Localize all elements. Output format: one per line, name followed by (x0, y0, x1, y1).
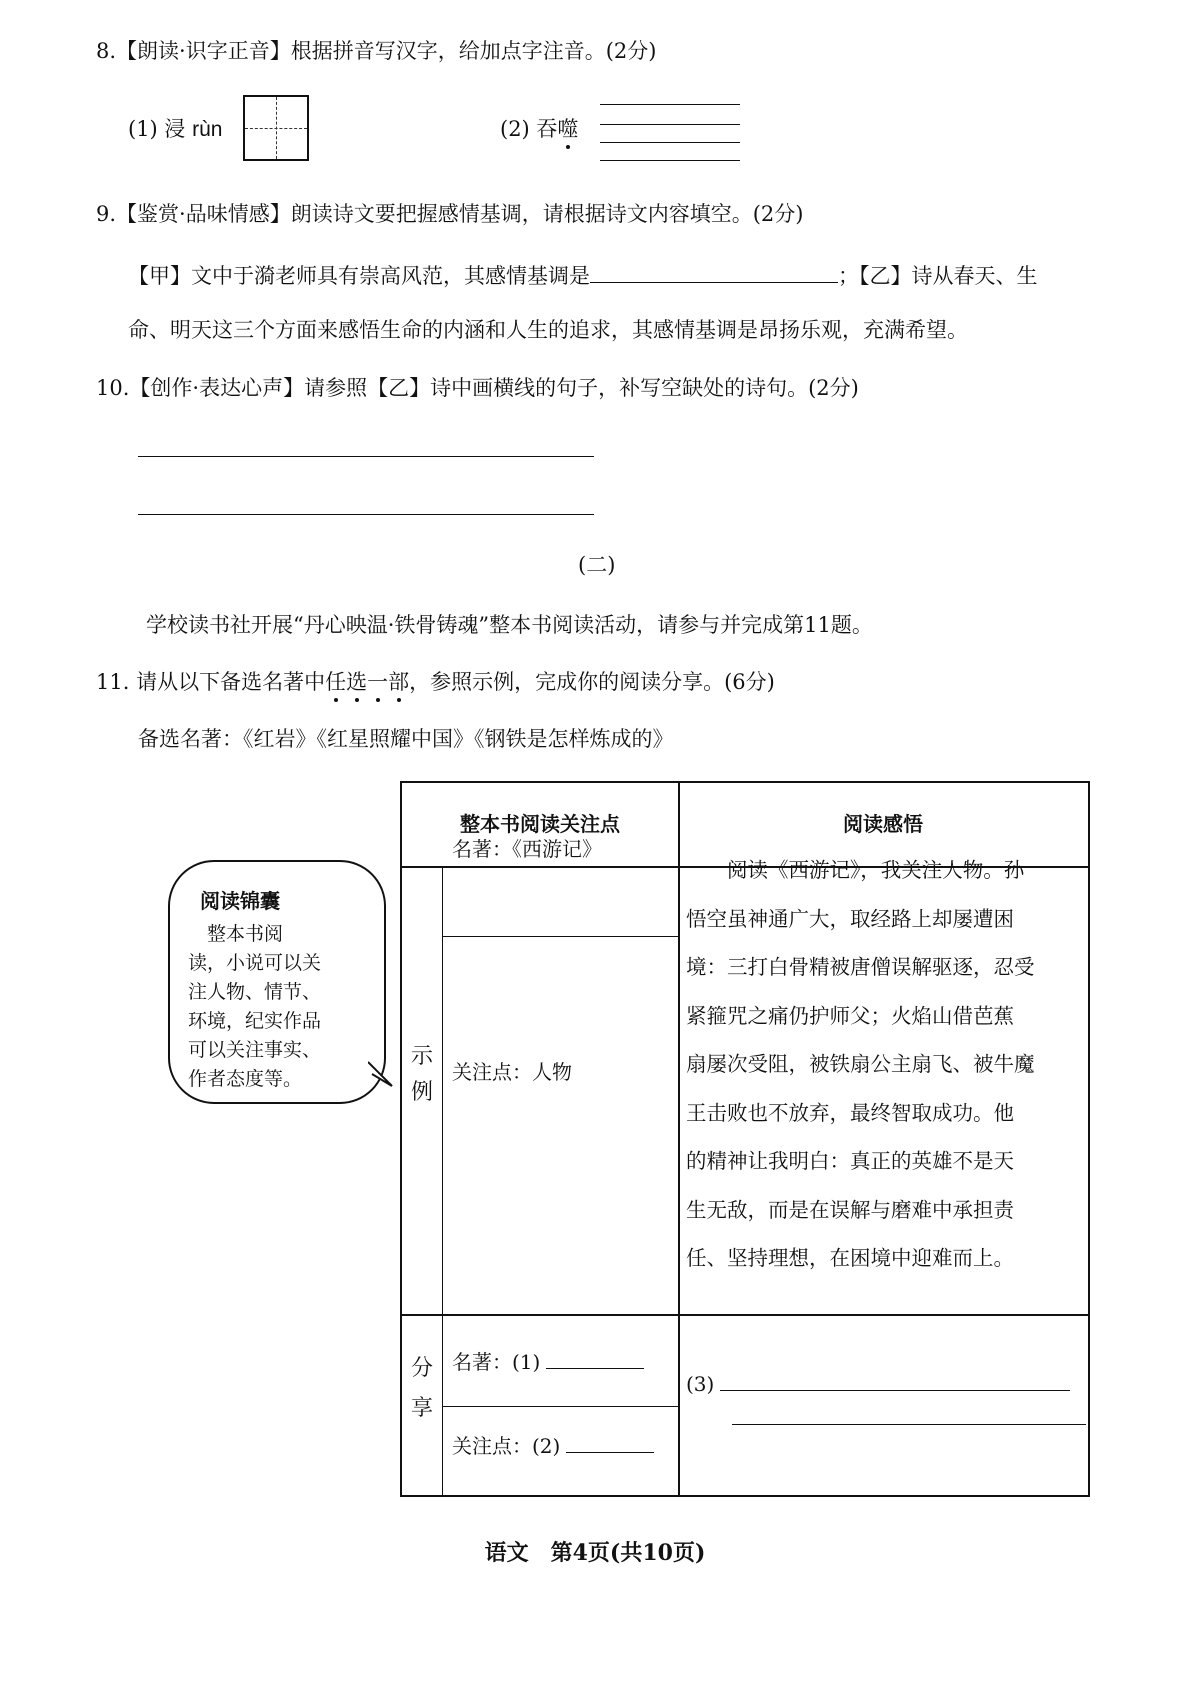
q10-title: 10.【创作·表达心声】请参照【乙】诗中画横线的句子，补写空缺处的诗句。(2分) (96, 376, 859, 400)
reading-share-table (400, 781, 1090, 1497)
q11-title-a: 11. 请从以下备选名著中 (96, 670, 326, 694)
example-label (402, 1039, 442, 1111)
q8-pinyin-line-4[interactable] (600, 160, 740, 161)
share-label (402, 1349, 442, 1429)
share-focus-label: 关注点：(2) (452, 1434, 561, 1458)
example-label-char: 例 (410, 1080, 433, 1105)
example-insight-line: 阅读《西游记》，我关注人物。孙 (686, 858, 1025, 882)
header-focus-points: 整本书阅读关注点 (460, 812, 620, 836)
bubble-line: 环境，纪实作品 (188, 1010, 322, 1032)
q11-title-b: ，参照示例，完成你的阅读分享。(6分) (409, 670, 775, 694)
bubble-title: 阅读锦囊 (200, 889, 280, 913)
header-insight: 阅读感悟 (843, 812, 923, 836)
bubble-body (188, 920, 321, 1094)
example-focus: 关注点：人物 (452, 1060, 572, 1084)
q9-title: 9.【鉴赏·品味情感】朗读诗文要把握感情基调，请根据诗文内容填空。(2分) (96, 202, 804, 226)
share-book-label: 名著：(1) (452, 1350, 541, 1374)
q11-title (96, 667, 775, 697)
bubble-line: 读，小说可以关 (188, 952, 322, 974)
example-insight-line: 王击败也不放弃，最终智取成功。他 (686, 1100, 1014, 1125)
share-insight-blank-1[interactable] (720, 1370, 1070, 1391)
bubble-line: 可以关注事实、 (188, 1039, 322, 1061)
example-insight-line: 生无敌，而是在误解与磨难中承担责 (686, 1197, 1014, 1222)
q10-answer-line-1[interactable] (138, 456, 594, 457)
q11-dotted-char: 部 (388, 670, 410, 694)
bubble-tail (368, 1060, 394, 1088)
example-insight-text (686, 846, 1084, 1283)
example-insight-line: 紧箍咒之痛仍护师父；火焰山借芭蕉 (686, 1003, 1014, 1028)
share-insight-blank-2[interactable] (732, 1424, 1086, 1425)
example-insight-line: 境：三打白骨精被唐僧误解驱逐，忍受 (686, 955, 1035, 979)
tianzige-answer-box[interactable] (243, 95, 309, 161)
share-book-blank[interactable] (546, 1348, 644, 1369)
example-book: 名著：《西游记》 (452, 837, 602, 861)
q10-answer-line-2[interactable] (138, 514, 594, 515)
section-intro: 学校读书社开展“丹心映温·铁骨铸魂”整本书阅读活动，请参与并完成第11题。 (146, 613, 873, 637)
q8-item1 (128, 114, 222, 145)
q8-item1-pinyin: rùn (192, 118, 223, 141)
q11-dotted-char: 任 (325, 670, 347, 694)
example-insight-line: 的精神让我明白：真正的英雄不是天 (686, 1149, 1014, 1173)
bubble-line: 作者态度等。 (188, 1068, 303, 1090)
q11-dotted-char: 选 (346, 670, 368, 694)
q8-item1-label: (1) 浸 (128, 117, 186, 141)
q11-dotted-char: 一 (367, 670, 389, 694)
example-insight-line: 任、坚持理想，在困境中迎难而上。 (686, 1246, 1014, 1270)
q9-line2: 命、明天这三个方面来感悟生命的内涵和人生的追求，其感情基调是昂扬乐观，充满希望。 (128, 318, 968, 342)
share-insight-row (686, 1365, 1070, 1403)
example-insight-line: 扇屡次受阻，被铁扇公主扇飞、被牛魔 (686, 1052, 1035, 1076)
bubble-line: 注人物、情节、 (188, 981, 322, 1003)
q8-item2 (500, 114, 578, 144)
q8-pinyin-line-2[interactable] (600, 124, 740, 125)
q9-answer-blank[interactable] (590, 260, 838, 283)
q11-book-options: 备选名著：《红岩》《红星照耀中国》《钢铁是怎样炼成的》 (138, 727, 674, 751)
reading-tip-bubble (168, 860, 386, 1104)
share-label-char: 享 (410, 1396, 433, 1421)
section-heading: (二) (578, 553, 616, 577)
q8-item2-prefix: (2) 吞 (500, 117, 558, 141)
q9-line1-b: ；【乙】诗从春天、生 (838, 264, 1038, 288)
q8-pinyin-line-1[interactable] (600, 104, 740, 105)
share-book-row (452, 1343, 644, 1381)
q9-line1 (128, 260, 1038, 291)
bubble-line: 整本书阅 (188, 923, 284, 945)
page-footer: 语文 第4页(共10页) (484, 1540, 706, 1566)
example-label-char: 示 (410, 1044, 433, 1069)
share-insight-label: (3) (686, 1372, 715, 1396)
share-focus-blank[interactable] (566, 1432, 654, 1453)
example-insight-line: 悟空虽神通广大，取经路上却屡遭困 (686, 906, 1014, 931)
share-label-char: 分 (410, 1356, 433, 1381)
q9-line1-a: 【甲】文中于漪老师具有崇高风范，其感情基调是 (128, 264, 590, 288)
q8-item2-dotted-char: 噬 (557, 117, 579, 141)
share-focus-row (452, 1427, 654, 1465)
q8-pinyin-line-3[interactable] (600, 142, 740, 143)
q8-title: 8.【朗读·识字正音】根据拼音写汉字，给加点字注音。(2分) (96, 39, 657, 63)
